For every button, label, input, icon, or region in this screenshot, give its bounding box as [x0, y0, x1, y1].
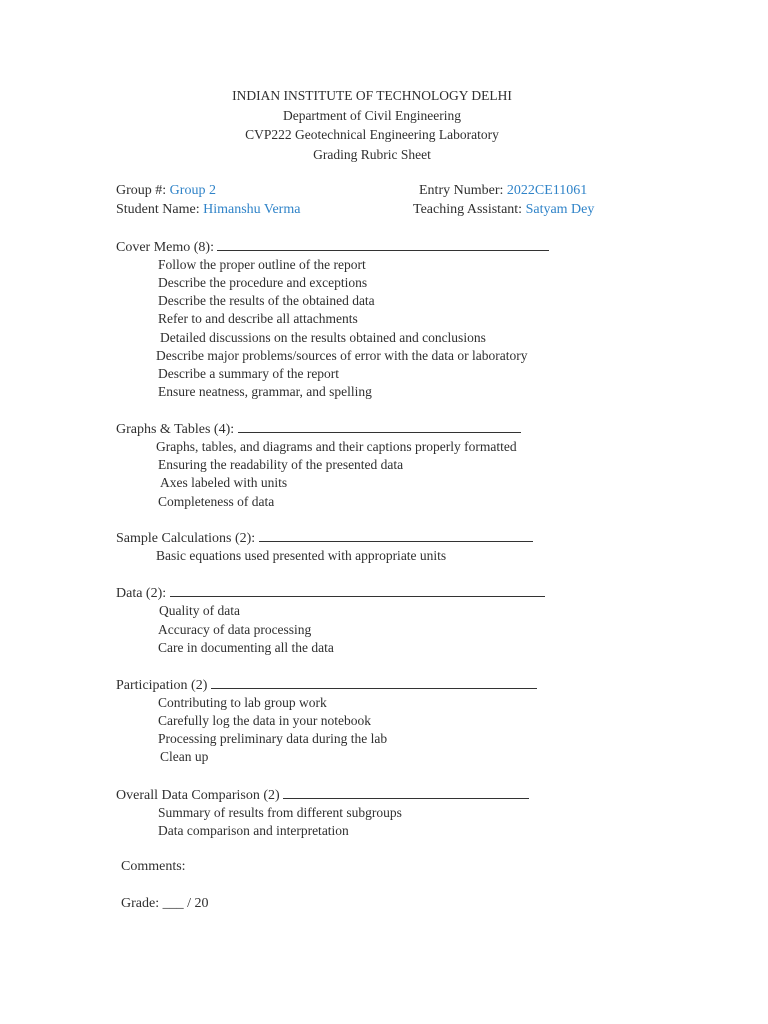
student-name-value: Himanshu Verma	[203, 202, 301, 217]
score-line	[259, 530, 533, 542]
section-overall-data-comparison	[116, 786, 529, 806]
list-item: Describe the results of the obtained data	[158, 293, 375, 308]
entry-number-value: 2022CE11061	[506, 183, 588, 198]
score-line	[170, 585, 545, 597]
list-item: Follow the proper outline of the report	[158, 257, 366, 272]
teaching-assistant-label: Teaching Assistant:	[413, 202, 526, 217]
document-header	[0, 86, 744, 164]
group-field	[116, 183, 216, 199]
list-item: Describe a summary of the report	[158, 366, 340, 381]
student-name-field	[116, 202, 300, 218]
grade-label: Grade: ___ / 20	[121, 896, 209, 911]
department-name: Department of Civil Engineering	[282, 107, 462, 123]
list-item: Axes labeled with units	[160, 475, 288, 490]
score-line	[217, 239, 549, 251]
section-cover-memo	[116, 238, 549, 258]
list-item: Basic equations used presented with appropriate units	[156, 548, 447, 563]
comments-label: Comments:	[121, 859, 186, 874]
section-heading: Graphs & Tables (4):	[116, 422, 235, 437]
list-item: Describe the procedure and exceptions	[158, 275, 368, 290]
section-graphs-tables	[116, 420, 521, 440]
section-participation	[116, 676, 537, 696]
list-item: Carefully log the data in your notebook	[158, 713, 371, 728]
list-item: Graphs, tables, and diagrams and their captions properly formatted	[156, 439, 517, 454]
sheet-title: Grading Rubric Sheet	[313, 146, 431, 162]
score-line	[211, 677, 537, 689]
group-value: Group 2	[169, 183, 216, 198]
list-item: Quality of data	[159, 603, 240, 618]
list-item: Ensuring the readability of the presented data	[158, 457, 404, 472]
section-heading: Sample Calculations (2):	[116, 531, 256, 546]
list-item: Clean up	[160, 749, 209, 764]
list-item: Care in documenting all the data	[158, 640, 334, 655]
score-line	[283, 787, 529, 799]
section-heading: Overall Data Comparison (2)	[116, 788, 280, 803]
entry-number-field	[419, 183, 587, 199]
score-line	[238, 421, 521, 433]
institute-name: INDIAN INSTITUTE OF TECHNOLOGY DELHI	[232, 88, 512, 103]
section-heading: Participation (2)	[116, 678, 208, 693]
section-heading: Cover Memo (8):	[116, 240, 214, 255]
list-item: Ensure neatness, grammar, and spelling	[158, 384, 372, 399]
teaching-assistant-value: Satyam Dey	[525, 202, 595, 217]
list-item: Contributing to lab group work	[158, 695, 327, 710]
list-item: Summary of results from different subgroups	[158, 805, 402, 820]
course-title: CVP222 Geotechnical Engineering Laboratory	[245, 127, 499, 142]
teaching-assistant-field	[413, 202, 594, 218]
list-item: Processing preliminary data during the lab	[158, 731, 388, 746]
list-item: Completeness of data	[158, 494, 275, 509]
student-name-label: Student Name:	[116, 202, 204, 217]
list-item: Refer to and describe all attachments	[158, 311, 358, 326]
section-data	[116, 584, 545, 604]
group-label: Group #:	[116, 183, 170, 198]
section-sample-calculations	[116, 529, 533, 549]
list-item: Accuracy of data processing	[158, 622, 312, 637]
list-item: Describe major problems/sources of error with the data or laboratory	[156, 348, 528, 363]
list-item: Detailed discussions on the results obtained and conclusions	[160, 330, 486, 345]
section-heading: Data (2):	[116, 586, 167, 601]
entry-number-label: Entry Number:	[419, 183, 507, 198]
list-item: Data comparison and interpretation	[158, 823, 349, 838]
